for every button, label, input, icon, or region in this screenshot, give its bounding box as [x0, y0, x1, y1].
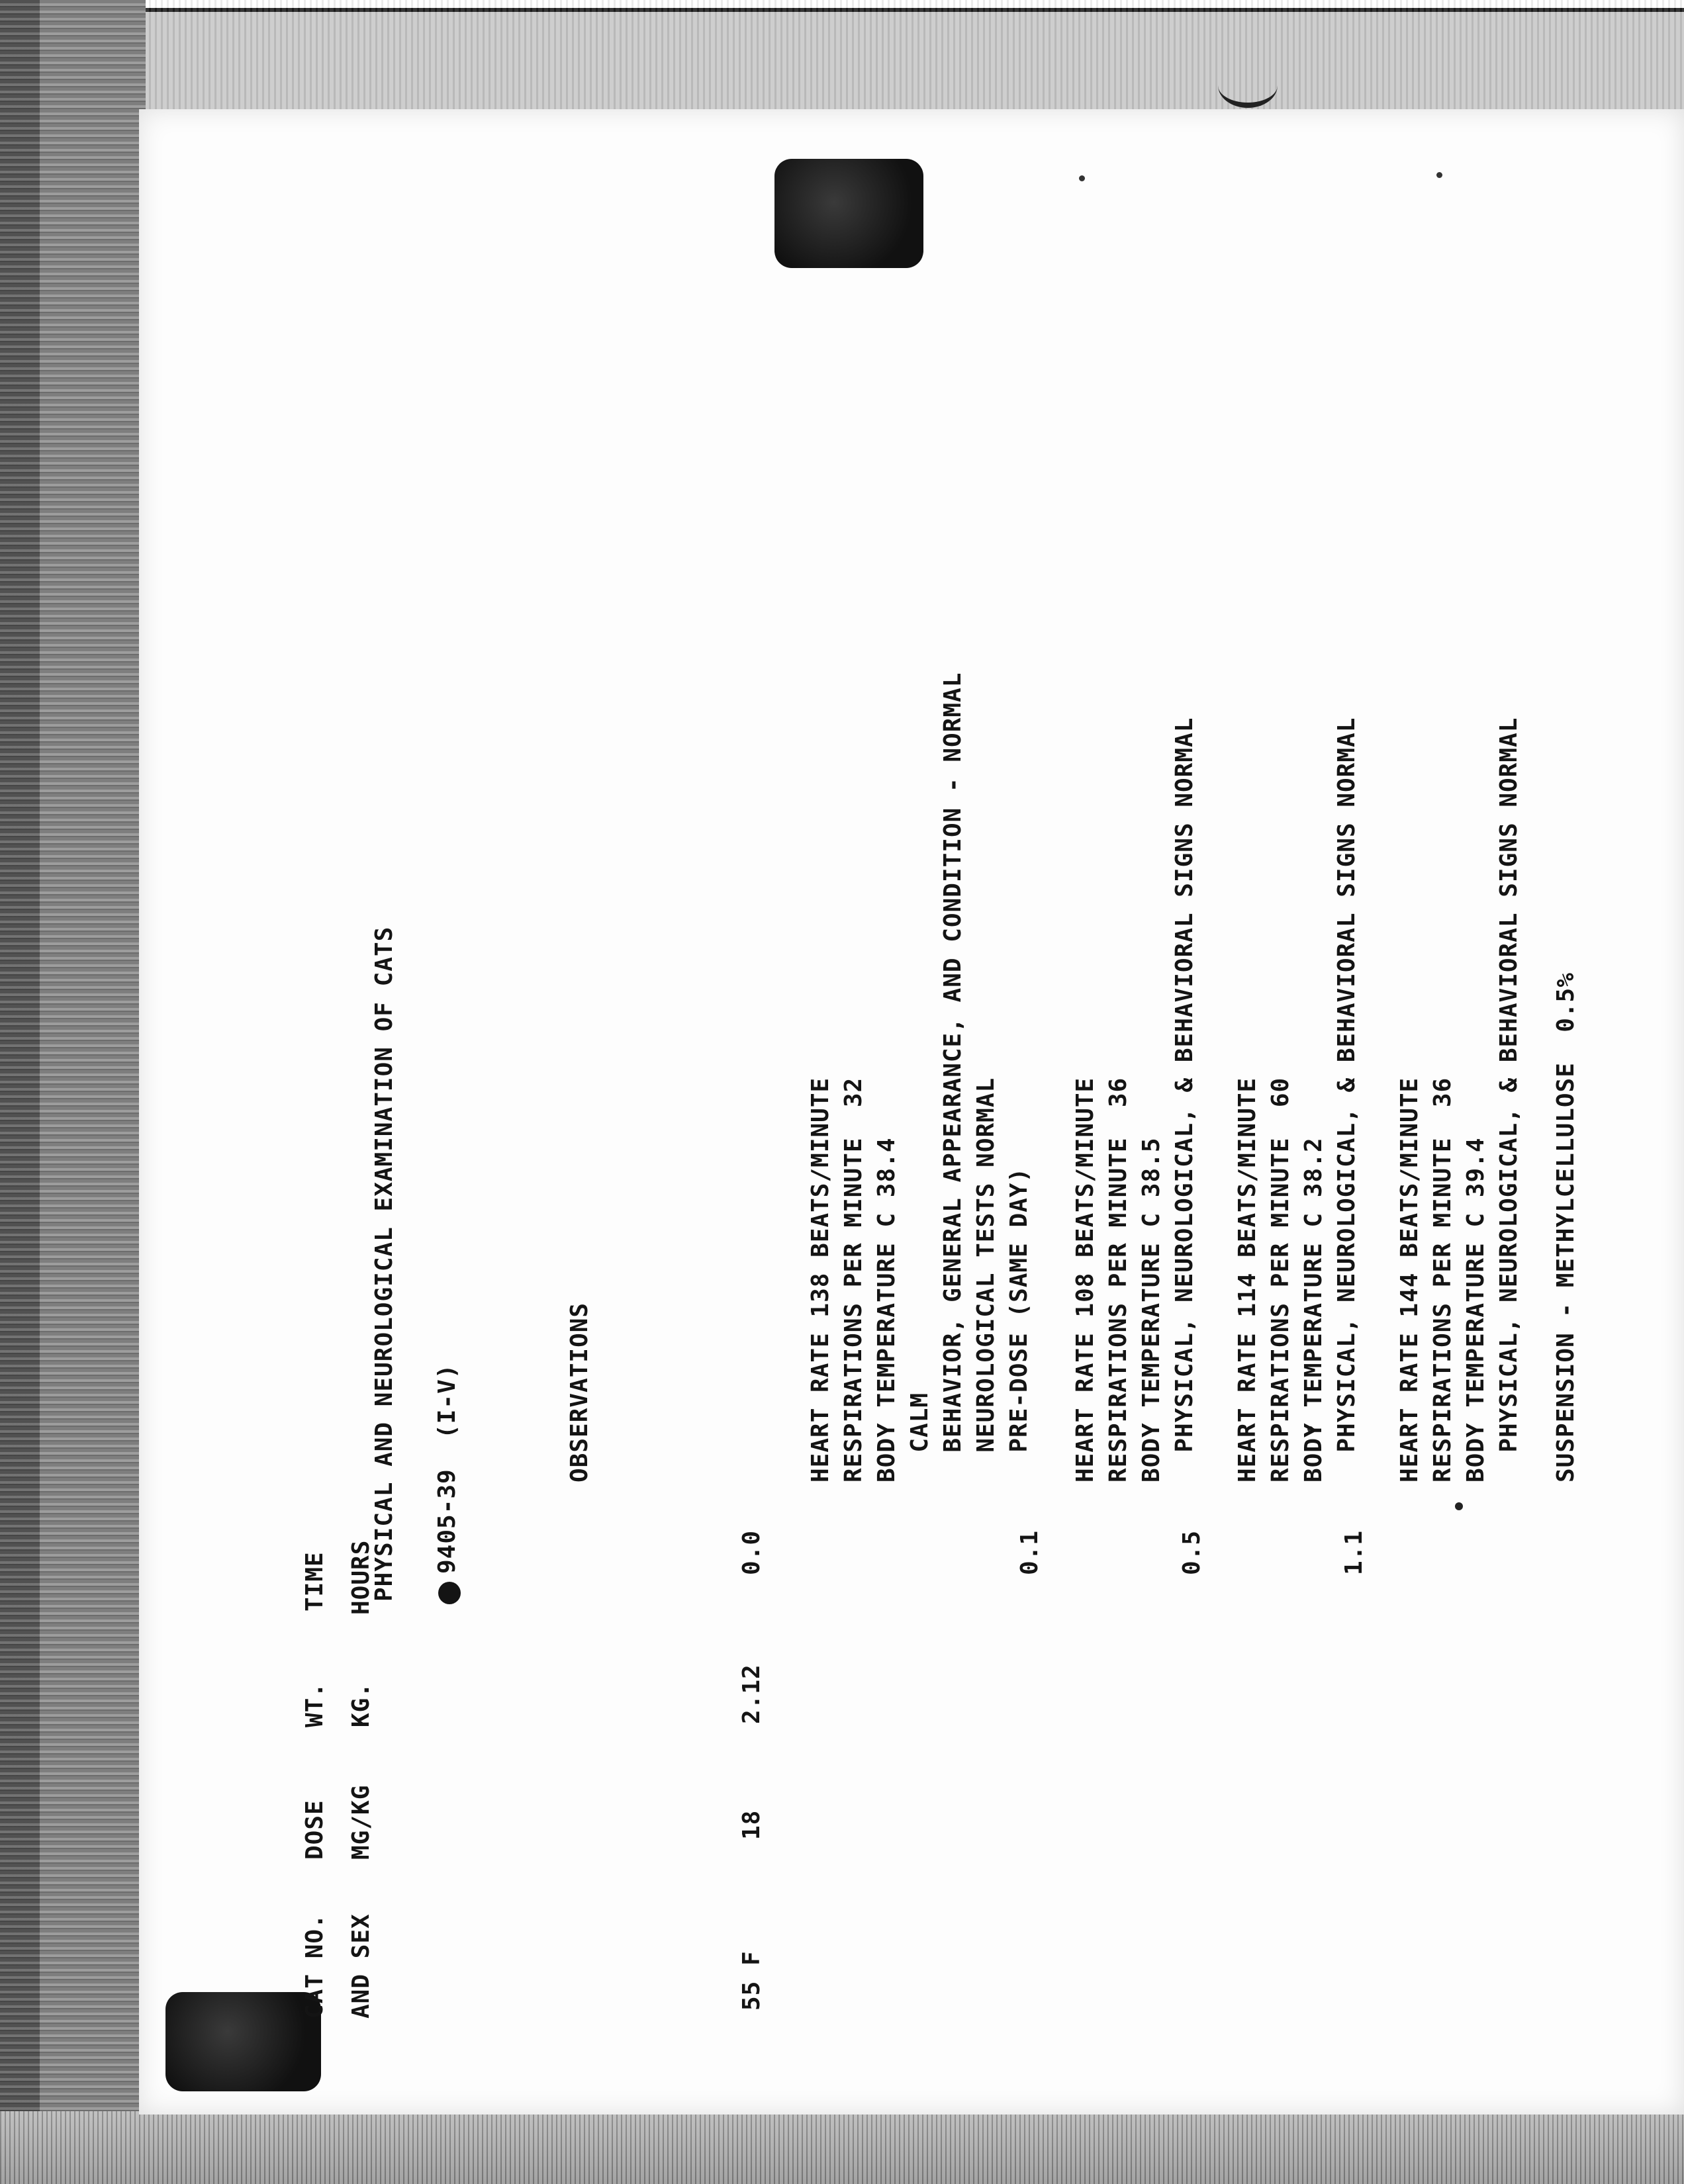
header-cat-line1: CAT NO. [301, 1913, 328, 2019]
observation-line: PHYSICAL, NEUROLOGICAL, & BEHAVIORAL SIGNS NORMAL [1495, 717, 1522, 1482]
footnote: SUSPENSION - METHYLCELLULOSE 0.5% [1552, 972, 1579, 1482]
row-time: 0.5 [1178, 1529, 1205, 1575]
speck [1436, 172, 1442, 178]
header-observations: OBSERVATIONS [566, 1302, 593, 1482]
observation-line: RESPIRATIONS PER MINUTE 36 [1429, 1077, 1456, 1482]
row-time: 0.1 [1016, 1529, 1043, 1575]
header-time-line2: HOURS [348, 1539, 375, 1615]
filled-dot-icon [438, 1582, 461, 1604]
header-cat-line2: AND SEX [348, 1913, 375, 2019]
observation-block [738, 672, 1036, 1482]
observation-line: RESPIRATIONS PER MINUTE 60 [1267, 1077, 1294, 1482]
scan-top-edge [0, 0, 1684, 116]
observation-line: HEART RATE 114 BEATS/MINUTE [1234, 1077, 1261, 1482]
punch-hole-arc [1218, 63, 1278, 108]
observation-line: BODY TEMPERATURE C 39.4 [1462, 1137, 1489, 1482]
observation-line: BEHAVIOR, GENERAL APPEARANCE, AND CONDITION - NORMAL [939, 672, 966, 1482]
observation-line: RESPIRATIONS PER MINUTE 36 [1105, 1077, 1132, 1482]
row-time: 1.1 [1340, 1529, 1368, 1575]
header-dose-line1: DOSE [301, 1799, 328, 1860]
row-time: 0.0 [738, 1529, 765, 1575]
observation-line: PHYSICAL, NEUROLOGICAL, & BEHAVIORAL SIGNS NORMAL [1171, 717, 1198, 1482]
cat-dose: 18 [738, 1809, 765, 1840]
observation-line: RESPIRATIONS PER MINUTE 32 [840, 1077, 867, 1482]
cat-id-sex: 55 F [738, 1950, 765, 2011]
observation-block [1327, 717, 1526, 1482]
document-title: PHYSICAL AND NEUROLOGICAL EXAMINATION OF CATS [371, 926, 398, 1602]
cat-weight: 2.12 [738, 1664, 765, 1724]
header-time-line1: TIME [301, 1551, 328, 1612]
header-weight-line2: KG. [348, 1682, 375, 1727]
observation-line: BODY TEMPERATURE C 38.2 [1300, 1137, 1327, 1482]
observation-line: PRE-DOSE (SAME DAY) [1006, 1167, 1033, 1482]
speck [1079, 175, 1085, 181]
observation-line: HEART RATE 144 BEATS/MINUTE [1396, 1077, 1423, 1482]
document-subtitle: 9405-39 (I-V) [434, 1363, 461, 1574]
observation-line: HEART RATE 108 BEATS/MINUTE [1072, 1077, 1099, 1482]
observation-line: HEART RATE 138 BEATS/MINUTE [807, 1077, 834, 1482]
redaction-blot-top [774, 159, 923, 268]
observation-line: BODY TEMPERATURE C 38.5 [1138, 1137, 1165, 1482]
observation-line: PHYSICAL, NEUROLOGICAL, & BEHAVIORAL SIGNS NORMAL [1333, 717, 1360, 1482]
header-dose-line2: MG/KG [348, 1784, 375, 1860]
observation-line: BODY TEMPERATURE C 38.4 [873, 1137, 900, 1482]
header-weight-line1: WT. [301, 1682, 328, 1727]
rotated-page-content [0, 397, 1684, 2184]
observation-line: CALM [906, 1392, 933, 1482]
observation-line: NEUROLOGICAL TESTS NORMAL [972, 1077, 1000, 1482]
